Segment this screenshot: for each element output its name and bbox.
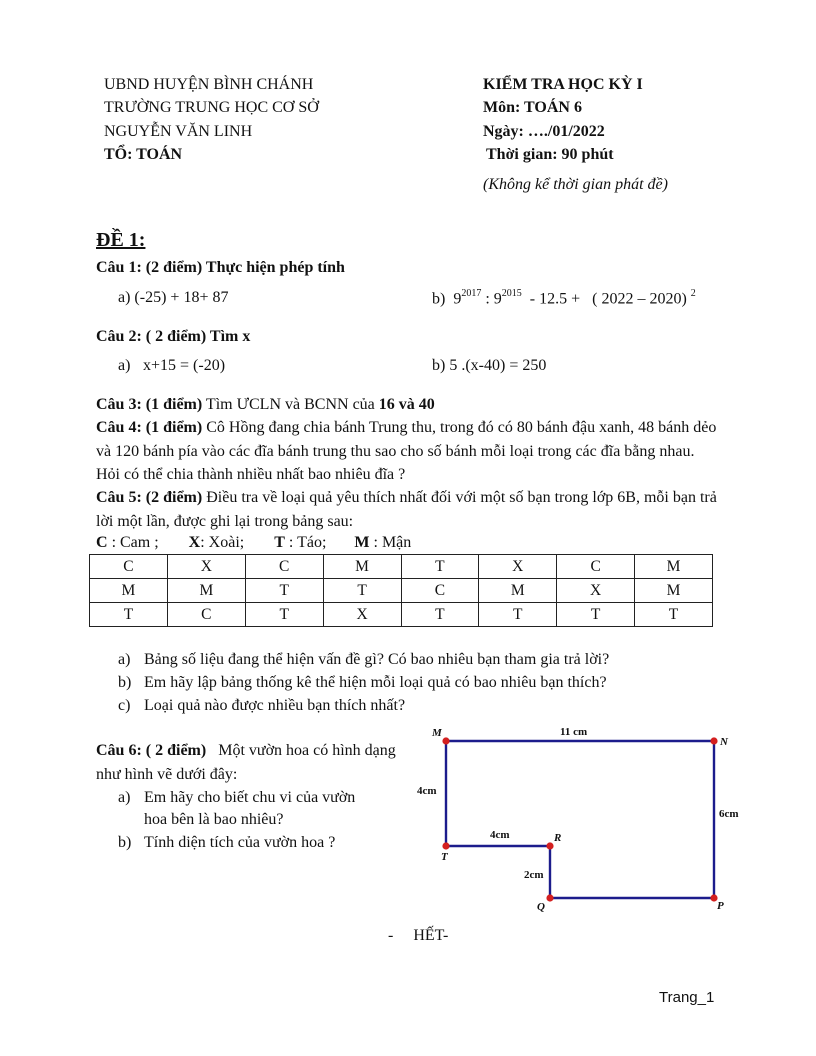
- length-TR: 4cm: [490, 829, 510, 841]
- label-N: N: [720, 736, 728, 748]
- question-6: Câu 6: ( 2 điểm) Một vườn hoa có hình dạng: [96, 742, 396, 759]
- label-Q: Q: [537, 901, 545, 913]
- question-4: Câu 4: (1 điểm) Cô Hồng đang chia bánh Trung thu, trong đó có 80 bánh đậu xanh, 48 bánh dẻo và 120 bánh pía vào các đĩa bánh trung thu sao cho số bánh mỗi loại trong các đĩa bằng nhau. Hỏi có thể chia thành nhiều nhất bao nhiêu đĩa ?: [96, 419, 717, 484]
- question-6-cont: như hình vẽ dưới đây:: [96, 766, 238, 783]
- label-M: M: [432, 727, 442, 739]
- fruit-legend: C : Cam ; X: Xoài; T : Táo; M : Mận: [96, 534, 412, 551]
- table-cell: M: [635, 555, 713, 579]
- table-cell: T: [245, 579, 323, 603]
- table-cell: T: [557, 603, 635, 627]
- question-2-heading: Câu 2: ( 2 điểm) Tìm x: [96, 328, 251, 345]
- table-cell: T: [323, 579, 401, 603]
- table-cell: M: [323, 555, 401, 579]
- table-cell: T: [245, 603, 323, 627]
- question-5a: a) Bảng số liệu đang thể hiện vấn đề gì? Có bao nhiêu bạn tham gia trả lời?: [118, 651, 610, 668]
- point-R: [546, 842, 553, 849]
- table-cell: T: [401, 603, 479, 627]
- table-cell: M: [479, 579, 557, 603]
- label-P: P: [717, 900, 724, 912]
- length-NP: 6cm: [719, 808, 739, 820]
- table-cell: T: [479, 603, 557, 627]
- table-cell: T: [635, 603, 713, 627]
- table-cell: X: [167, 555, 245, 579]
- length-MN: 11 cm: [560, 726, 588, 738]
- header-district: UBND HUYỆN BÌNH CHÁNH: [104, 76, 314, 93]
- point-N: [710, 737, 717, 744]
- exam-version-title: ĐỀ 1:: [96, 229, 146, 251]
- header-school-line1: TRƯỜNG TRUNG HỌC CƠ SỞ: [104, 99, 319, 116]
- table-cell: M: [90, 579, 168, 603]
- length-MT: 4cm: [417, 785, 437, 797]
- exam-duration: Thời gian: 90 phút: [486, 146, 614, 163]
- question-5c: c) Loại quả nào được nhiều bạn thích nhất?: [118, 697, 406, 714]
- table-cell: C: [167, 603, 245, 627]
- point-Q: [546, 894, 553, 901]
- table-cell: X: [323, 603, 401, 627]
- question-3: Câu 3: (1 điểm) Tìm ƯCLN và BCNN của 16 và 40: [96, 396, 435, 413]
- table-cell: C: [90, 555, 168, 579]
- table-cell: C: [557, 555, 635, 579]
- label-T: T: [441, 851, 448, 863]
- question-6a: a) Em hãy cho biết chu vi của vườn: [118, 789, 356, 806]
- exam-subject: Môn: TOÁN 6: [483, 99, 582, 116]
- header-school-line2: NGUYỄN VĂN LINH: [104, 123, 253, 140]
- exam-duration-note: (Không kể thời gian phát đề): [483, 176, 668, 193]
- table-cell: M: [635, 579, 713, 603]
- question-2a: a) x+15 = (-20): [118, 357, 226, 374]
- table-cell: X: [557, 579, 635, 603]
- question-1b: b) $9^{2017}$ : $9^{2015} - 12.5$ + ( 2022 – 2020) $^2$: [432, 288, 696, 308]
- table-cell: M: [167, 579, 245, 603]
- question-5: Câu 5: (2 điểm) Điều tra về loại quả yêu thích nhất đối với một số bạn trong lớp 6B, mỗi bạn trả lời một lần, được ghi lại trong bảng sau:: [96, 489, 717, 530]
- question-2b: b) 5 .(x-40) = 250: [432, 357, 547, 374]
- point-T: [442, 842, 449, 849]
- table-cell: T: [90, 603, 168, 627]
- table-cell: X: [479, 555, 557, 579]
- question-1a: a) (-25) + 18+ 87: [118, 289, 229, 306]
- label-R: R: [554, 832, 562, 844]
- question-5b: b) Em hãy lập bảng thống kê thể hiện mỗi loại quả có bao nhiêu bạn thích?: [118, 674, 607, 691]
- garden-outline: [446, 741, 714, 898]
- page-number: Trang_1: [659, 989, 715, 1006]
- length-RQ: 2cm: [524, 869, 544, 881]
- exam-title: KIỂM TRA HỌC KỲ I: [483, 76, 643, 93]
- header-department: TỔ: TOÁN: [104, 146, 183, 163]
- question-6a-cont: hoa bên là bao nhiêu?: [144, 811, 284, 828]
- question-6b: b) Tính diện tích của vườn hoa ?: [118, 834, 336, 851]
- table-cell: T: [401, 555, 479, 579]
- question-1-heading: Câu 1: (2 điểm) Thực hiện phép tính: [96, 259, 345, 276]
- table-cell: C: [245, 555, 323, 579]
- point-M: [442, 737, 449, 744]
- table-cell: C: [401, 579, 479, 603]
- end-marker: - HẾT-: [388, 927, 449, 944]
- exam-date: Ngày: …./01/2022: [483, 123, 605, 140]
